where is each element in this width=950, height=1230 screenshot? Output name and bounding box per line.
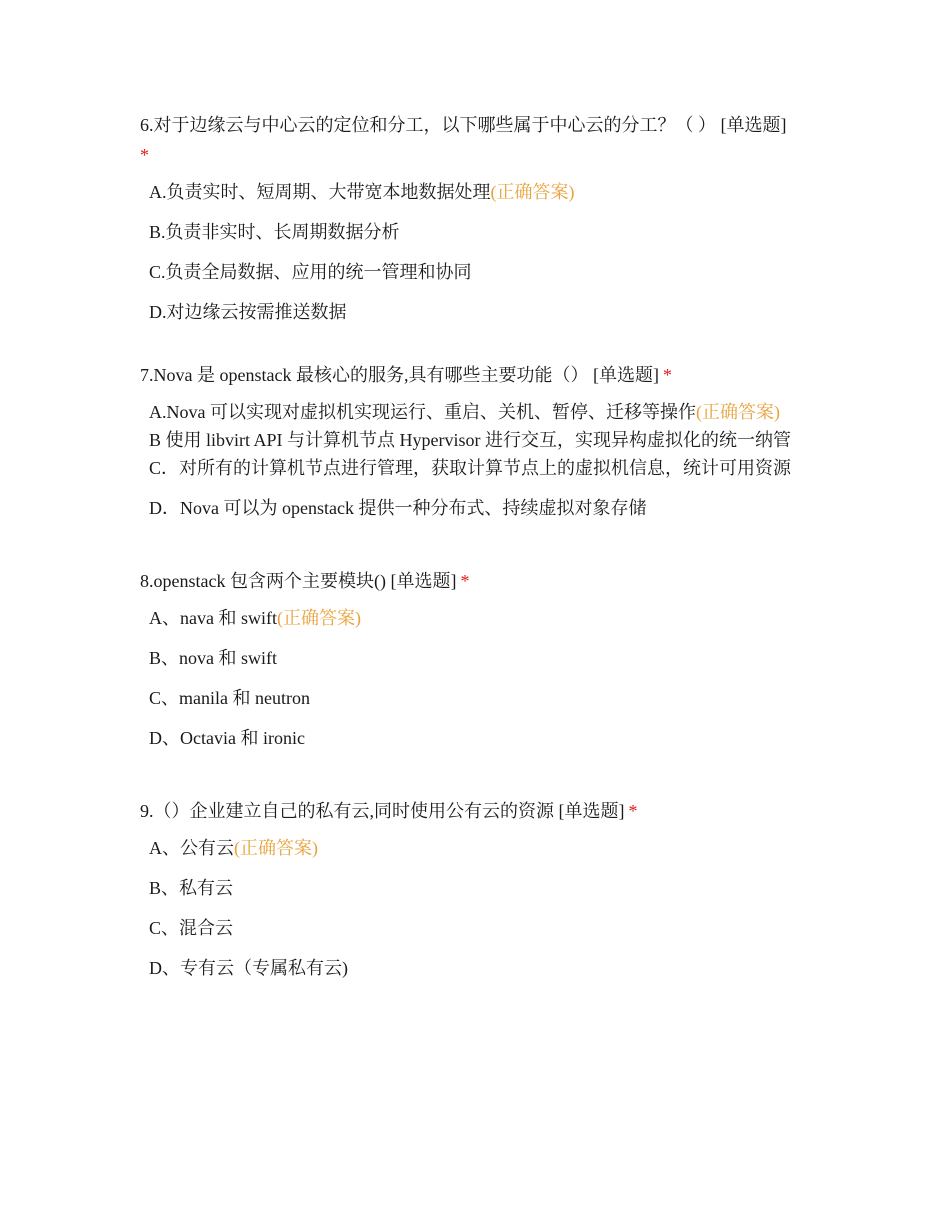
question-8	[140, 566, 812, 750]
option-text: D、Octavia 和 ironic	[149, 728, 305, 748]
question-9	[140, 796, 812, 980]
question-7	[140, 360, 812, 520]
question-title	[140, 360, 812, 390]
option-text: C、混合云	[149, 918, 234, 938]
option-c	[149, 916, 812, 940]
option-b	[149, 428, 799, 452]
correct-answer-tag: (正确答案)	[696, 402, 780, 422]
required-asterisk: *	[140, 145, 149, 165]
option-b	[149, 220, 812, 244]
required-asterisk: *	[628, 801, 638, 821]
question-text: 9.（）企业建立自己的私有云,同时使用公有云的资源 [单选题]	[140, 801, 625, 821]
option-text: A、公有云	[149, 838, 234, 858]
option-text: B.负责非实时、长周期数据分析	[149, 222, 400, 242]
option-list	[140, 400, 812, 520]
option-b	[149, 876, 812, 900]
correct-answer-tag: (正确答案)	[490, 182, 575, 202]
option-text: D、专有云（专属私有云)	[149, 958, 348, 978]
required-asterisk: *	[460, 571, 470, 591]
option-text: B、私有云	[149, 878, 234, 898]
option-text: B、nova 和 swift	[149, 648, 277, 668]
option-text: A.负责实时、短周期、大带宽本地数据处理	[149, 182, 491, 202]
option-a	[149, 400, 812, 424]
option-d	[149, 726, 812, 750]
question-text: 7.Nova 是 openstack 最核心的服务,具有哪些主要功能（） [单选题]	[140, 365, 659, 385]
option-text: C．对所有的计算机节点进行管理，获取计算节点上的虚拟机信息，统计可用资源	[149, 458, 792, 478]
option-d	[149, 956, 812, 980]
option-text: B 使用 libvirt API 与计算机节点 Hypervisor 进行交互，实现异构虚拟化的统一纳管	[149, 430, 791, 450]
option-d	[149, 300, 812, 324]
option-a	[149, 606, 812, 630]
required-asterisk: *	[662, 365, 672, 385]
correct-answer-tag: (正确答案)	[234, 838, 318, 858]
option-text: A.Nova 可以实现对虚拟机实现运行、重启、关机、暂停、迁移等操作	[149, 402, 696, 422]
correct-answer-tag: (正确答案)	[276, 608, 361, 628]
question-title	[140, 110, 812, 170]
option-text: D．Nova 可以为 openstack 提供一种分布式、持续虚拟对象存储	[149, 498, 647, 518]
option-text: C.负责全局数据、应用的统一管理和协同	[149, 262, 472, 282]
option-text: A、nava 和 swift	[149, 608, 277, 628]
question-6	[140, 110, 812, 324]
question-title	[140, 796, 812, 826]
question-text: 6.对于边缘云与中心云的定位和分工，以下哪些属于中心云的分工？（ ） [单选题]	[140, 115, 787, 135]
option-c	[149, 686, 812, 710]
quiz-document	[140, 110, 812, 996]
option-list	[140, 836, 812, 980]
option-d	[149, 496, 812, 520]
option-c	[149, 456, 799, 480]
option-c	[149, 260, 812, 284]
option-a	[149, 180, 812, 204]
option-b	[149, 646, 812, 670]
option-a	[149, 836, 812, 860]
option-list	[140, 180, 812, 324]
option-list	[140, 606, 812, 750]
option-text: D.对边缘云按需推送数据	[149, 302, 347, 322]
question-text: 8.openstack 包含两个主要模块() [单选题]	[140, 571, 457, 591]
option-text: C、manila 和 neutron	[149, 688, 310, 708]
question-title	[140, 566, 812, 596]
